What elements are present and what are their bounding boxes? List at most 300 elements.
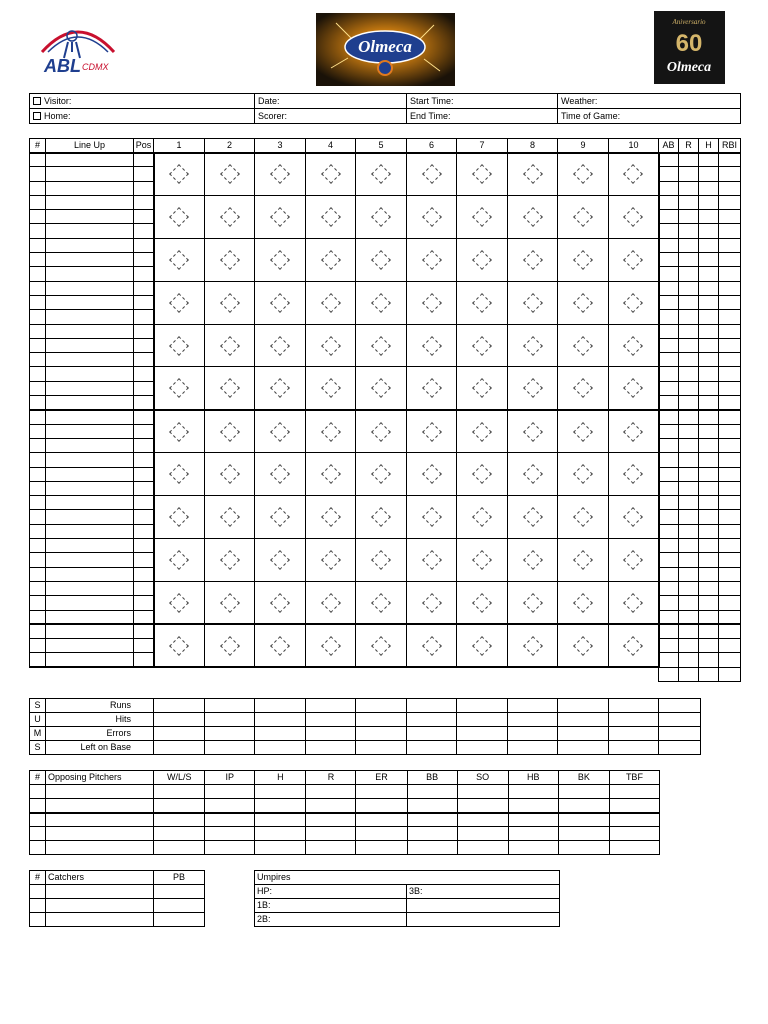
batter-name-cell[interactable] (46, 396, 134, 410)
at-bat-cell[interactable] (356, 195, 407, 238)
pitcher-name-cell[interactable] (46, 841, 154, 855)
pitcher-num-cell[interactable] (30, 841, 46, 855)
stat-cell[interactable] (659, 310, 679, 324)
stat-cell[interactable] (679, 281, 699, 295)
stat-cell[interactable] (659, 581, 679, 595)
stat-cell[interactable] (679, 424, 699, 438)
pitcher-stat-cell[interactable] (154, 827, 205, 841)
stat-cell[interactable] (699, 396, 719, 410)
at-bat-cell[interactable] (609, 496, 659, 539)
batter-pos-cell[interactable] (134, 467, 154, 481)
batter-name-cell[interactable] (46, 510, 134, 524)
at-bat-cell[interactable] (407, 324, 457, 367)
pitcher-stat-cell[interactable] (609, 799, 659, 813)
at-bat-cell[interactable] (356, 453, 407, 496)
stat-cell[interactable] (679, 181, 699, 195)
batter-num-cell[interactable] (30, 624, 46, 638)
stat-cell[interactable] (659, 467, 679, 481)
batter-pos-cell[interactable] (134, 424, 154, 438)
batter-name-cell[interactable] (46, 267, 134, 281)
stat-cell[interactable] (719, 581, 741, 595)
batter-num-cell[interactable] (30, 338, 46, 352)
stat-cell[interactable] (659, 267, 679, 281)
stat-cell[interactable] (719, 324, 741, 338)
batter-name-cell[interactable] (46, 524, 134, 538)
stat-cell[interactable] (719, 639, 741, 653)
stat-cell[interactable] (679, 553, 699, 567)
1b-umpire-field[interactable] (255, 899, 407, 913)
start-time-field[interactable] (407, 94, 558, 109)
end-time-field[interactable] (407, 109, 558, 124)
at-bat-cell[interactable] (255, 453, 306, 496)
stat-cell[interactable] (679, 581, 699, 595)
pitcher-stat-cell[interactable] (457, 785, 508, 799)
summary-inning-cell[interactable] (508, 713, 558, 727)
stat-cell[interactable] (659, 624, 679, 638)
stat-cell[interactable] (699, 624, 719, 638)
summary-inning-cell[interactable] (255, 713, 306, 727)
batter-pos-cell[interactable] (134, 553, 154, 567)
at-bat-cell[interactable] (306, 153, 356, 196)
batter-pos-cell[interactable] (134, 610, 154, 624)
batter-name-cell[interactable] (46, 496, 134, 510)
stat-cell[interactable] (699, 639, 719, 653)
at-bat-cell[interactable] (205, 410, 255, 453)
batter-num-cell[interactable] (30, 324, 46, 338)
at-bat-cell[interactable] (205, 281, 255, 324)
pitcher-num-cell[interactable] (30, 813, 46, 827)
at-bat-cell[interactable] (407, 624, 457, 667)
at-bat-cell[interactable] (154, 367, 205, 410)
batter-num-cell[interactable] (30, 396, 46, 410)
summary-inning-cell[interactable] (407, 713, 457, 727)
at-bat-cell[interactable] (255, 624, 306, 667)
at-bat-cell[interactable] (205, 624, 255, 667)
stat-cell[interactable] (719, 195, 741, 209)
pitcher-stat-cell[interactable] (306, 841, 356, 855)
stat-cell[interactable] (719, 281, 741, 295)
at-bat-cell[interactable] (609, 153, 659, 196)
stat-cell[interactable] (659, 353, 679, 367)
stat-cell[interactable] (679, 596, 699, 610)
pitcher-stat-cell[interactable] (407, 799, 457, 813)
stat-cell[interactable] (679, 624, 699, 638)
stat-cell[interactable] (679, 253, 699, 267)
stat-cell[interactable] (719, 267, 741, 281)
batter-pos-cell[interactable] (134, 181, 154, 195)
summary-inning-cell[interactable] (205, 699, 255, 713)
pitcher-stat-cell[interactable] (508, 841, 558, 855)
batter-num-cell[interactable] (30, 581, 46, 595)
batter-name-cell[interactable] (46, 281, 134, 295)
pitcher-stat-cell[interactable] (609, 813, 659, 827)
at-bat-cell[interactable] (558, 281, 609, 324)
batter-pos-cell[interactable] (134, 353, 154, 367)
at-bat-cell[interactable] (508, 367, 558, 410)
batter-num-cell[interactable] (30, 596, 46, 610)
stat-cell[interactable] (699, 453, 719, 467)
at-bat-cell[interactable] (558, 324, 609, 367)
pitcher-stat-cell[interactable] (508, 799, 558, 813)
empty-umpire-cell[interactable] (407, 913, 560, 927)
stat-cell[interactable] (719, 610, 741, 624)
stat-cell[interactable] (679, 453, 699, 467)
summary-inning-cell[interactable] (356, 741, 407, 755)
batter-pos-cell[interactable] (134, 267, 154, 281)
stat-cell[interactable] (659, 596, 679, 610)
stat-cell[interactable] (679, 396, 699, 410)
pitcher-stat-cell[interactable] (407, 785, 457, 799)
at-bat-cell[interactable] (508, 496, 558, 539)
stat-cell[interactable] (699, 581, 719, 595)
stat-cell[interactable] (719, 567, 741, 581)
at-bat-cell[interactable] (457, 496, 508, 539)
pitcher-stat-cell[interactable] (457, 841, 508, 855)
batter-pos-cell[interactable] (134, 310, 154, 324)
batter-pos-cell[interactable] (134, 653, 154, 667)
batter-num-cell[interactable] (30, 481, 46, 495)
summary-total-cell[interactable] (659, 727, 701, 741)
pitcher-stat-cell[interactable] (508, 827, 558, 841)
at-bat-cell[interactable] (255, 581, 306, 624)
at-bat-cell[interactable] (558, 195, 609, 238)
pitcher-stat-cell[interactable] (255, 799, 306, 813)
stat-cell[interactable] (679, 267, 699, 281)
catcher-pb-cell[interactable] (154, 885, 205, 899)
stat-cell[interactable] (659, 410, 679, 424)
summary-inning-cell[interactable] (609, 713, 659, 727)
at-bat-cell[interactable] (205, 367, 255, 410)
summary-total-cell[interactable] (659, 741, 701, 755)
pitcher-stat-cell[interactable] (255, 813, 306, 827)
stat-cell[interactable] (699, 367, 719, 381)
pitcher-stat-cell[interactable] (306, 827, 356, 841)
stat-cell[interactable] (699, 353, 719, 367)
stat-cell[interactable] (659, 510, 679, 524)
batter-num-cell[interactable] (30, 310, 46, 324)
stat-cell[interactable] (719, 424, 741, 438)
summary-inning-cell[interactable] (154, 741, 205, 755)
pitcher-stat-cell[interactable] (356, 813, 407, 827)
batter-name-cell[interactable] (46, 310, 134, 324)
batter-num-cell[interactable] (30, 567, 46, 581)
batter-name-cell[interactable] (46, 567, 134, 581)
batter-pos-cell[interactable] (134, 624, 154, 638)
stat-cell[interactable] (719, 481, 741, 495)
at-bat-cell[interactable] (558, 367, 609, 410)
batter-num-cell[interactable] (30, 181, 46, 195)
pitcher-stat-cell[interactable] (205, 827, 255, 841)
pitcher-stat-cell[interactable] (609, 785, 659, 799)
stat-cell[interactable] (699, 596, 719, 610)
pitcher-stat-cell[interactable] (205, 785, 255, 799)
at-bat-cell[interactable] (609, 324, 659, 367)
pitcher-stat-cell[interactable] (457, 827, 508, 841)
batter-name-cell[interactable] (46, 210, 134, 224)
scorer-field[interactable] (255, 109, 407, 124)
batter-name-cell[interactable] (46, 181, 134, 195)
at-bat-cell[interactable] (255, 281, 306, 324)
summary-inning-cell[interactable] (306, 713, 356, 727)
batter-num-cell[interactable] (30, 195, 46, 209)
batter-pos-cell[interactable] (134, 567, 154, 581)
batter-pos-cell[interactable] (134, 195, 154, 209)
pitcher-stat-cell[interactable] (558, 813, 609, 827)
at-bat-cell[interactable] (154, 410, 205, 453)
summary-inning-cell[interactable] (558, 699, 609, 713)
batter-name-cell[interactable] (46, 153, 134, 167)
stat-cell[interactable] (699, 496, 719, 510)
stat-cell[interactable] (719, 238, 741, 252)
stat-cell[interactable] (679, 338, 699, 352)
at-bat-cell[interactable] (255, 410, 306, 453)
stat-cell[interactable] (719, 510, 741, 524)
stat-cell[interactable] (699, 324, 719, 338)
stat-cell[interactable] (679, 381, 699, 395)
stat-cell[interactable] (699, 653, 719, 667)
stat-cell[interactable] (719, 381, 741, 395)
at-bat-cell[interactable] (154, 453, 205, 496)
catcher-num-cell[interactable] (30, 885, 46, 899)
batter-name-cell[interactable] (46, 353, 134, 367)
at-bat-cell[interactable] (306, 581, 356, 624)
at-bat-cell[interactable] (356, 153, 407, 196)
pitcher-stat-cell[interactable] (154, 785, 205, 799)
batter-num-cell[interactable] (30, 267, 46, 281)
stat-cell[interactable] (679, 496, 699, 510)
at-bat-cell[interactable] (205, 496, 255, 539)
at-bat-cell[interactable] (154, 195, 205, 238)
batter-num-cell[interactable] (30, 253, 46, 267)
pitcher-stat-cell[interactable] (306, 785, 356, 799)
at-bat-cell[interactable] (457, 324, 508, 367)
batter-pos-cell[interactable] (134, 596, 154, 610)
visitor-field[interactable] (30, 94, 255, 109)
stat-cell[interactable] (659, 396, 679, 410)
date-field[interactable] (255, 94, 407, 109)
batter-num-cell[interactable] (30, 610, 46, 624)
batter-num-cell[interactable] (30, 367, 46, 381)
batter-pos-cell[interactable] (134, 153, 154, 167)
pitcher-name-cell[interactable] (46, 813, 154, 827)
at-bat-cell[interactable] (154, 153, 205, 196)
at-bat-cell[interactable] (154, 238, 205, 281)
summary-inning-cell[interactable] (356, 713, 407, 727)
batter-name-cell[interactable] (46, 467, 134, 481)
batter-num-cell[interactable] (30, 381, 46, 395)
stat-cell[interactable] (679, 481, 699, 495)
at-bat-cell[interactable] (558, 539, 609, 582)
stat-cell[interactable] (659, 381, 679, 395)
at-bat-cell[interactable] (609, 281, 659, 324)
pitcher-stat-cell[interactable] (306, 813, 356, 827)
batter-name-cell[interactable] (46, 453, 134, 467)
stat-cell[interactable] (659, 195, 679, 209)
stat-cell[interactable] (719, 653, 741, 667)
summary-inning-cell[interactable] (609, 741, 659, 755)
stat-cell[interactable] (699, 467, 719, 481)
batter-pos-cell[interactable] (134, 481, 154, 495)
batter-pos-cell[interactable] (134, 581, 154, 595)
batter-num-cell[interactable] (30, 453, 46, 467)
batter-num-cell[interactable] (30, 281, 46, 295)
pitcher-stat-cell[interactable] (407, 827, 457, 841)
stat-cell[interactable] (719, 467, 741, 481)
catcher-name-cell[interactable] (46, 885, 154, 899)
at-bat-cell[interactable] (508, 410, 558, 453)
stat-cell[interactable] (699, 195, 719, 209)
stat-cell[interactable] (679, 510, 699, 524)
home-field[interactable] (30, 109, 255, 124)
at-bat-cell[interactable] (508, 624, 558, 667)
pitcher-stat-cell[interactable] (356, 785, 407, 799)
at-bat-cell[interactable] (508, 195, 558, 238)
pitcher-stat-cell[interactable] (558, 799, 609, 813)
stat-cell[interactable] (679, 224, 699, 238)
stat-cell[interactable] (719, 410, 741, 424)
at-bat-cell[interactable] (407, 281, 457, 324)
pitcher-stat-cell[interactable] (457, 799, 508, 813)
at-bat-cell[interactable] (457, 453, 508, 496)
batter-num-cell[interactable] (30, 653, 46, 667)
pitcher-stat-cell[interactable] (154, 813, 205, 827)
stat-cell[interactable] (679, 467, 699, 481)
pitcher-stat-cell[interactable] (558, 841, 609, 855)
at-bat-cell[interactable] (205, 324, 255, 367)
batter-name-cell[interactable] (46, 610, 134, 624)
summary-inning-cell[interactable] (609, 699, 659, 713)
batter-name-cell[interactable] (46, 238, 134, 252)
catcher-name-cell[interactable] (46, 899, 154, 913)
at-bat-cell[interactable] (407, 410, 457, 453)
stat-cell[interactable] (679, 539, 699, 553)
summary-total-cell[interactable] (659, 699, 701, 713)
stat-cell[interactable] (659, 553, 679, 567)
stat-cell[interactable] (719, 295, 741, 309)
batter-num-cell[interactable] (30, 295, 46, 309)
stat-cell[interactable] (679, 567, 699, 581)
batter-pos-cell[interactable] (134, 324, 154, 338)
batter-pos-cell[interactable] (134, 167, 154, 181)
pitcher-stat-cell[interactable] (205, 813, 255, 827)
stat-cell[interactable] (699, 153, 719, 167)
stat-cell[interactable] (659, 438, 679, 452)
at-bat-cell[interactable] (306, 195, 356, 238)
summary-inning-cell[interactable] (154, 699, 205, 713)
batter-pos-cell[interactable] (134, 367, 154, 381)
batter-name-cell[interactable] (46, 224, 134, 238)
stat-cell[interactable] (719, 153, 741, 167)
at-bat-cell[interactable] (356, 539, 407, 582)
pitcher-stat-cell[interactable] (558, 785, 609, 799)
visitor-checkbox[interactable] (33, 97, 41, 105)
catcher-name-cell[interactable] (46, 913, 154, 927)
batter-num-cell[interactable] (30, 353, 46, 367)
pitcher-stat-cell[interactable] (457, 813, 508, 827)
stat-cell[interactable] (659, 367, 679, 381)
pitcher-name-cell[interactable] (46, 827, 154, 841)
batter-num-cell[interactable] (30, 210, 46, 224)
at-bat-cell[interactable] (255, 539, 306, 582)
at-bat-cell[interactable] (508, 539, 558, 582)
batter-num-cell[interactable] (30, 167, 46, 181)
at-bat-cell[interactable] (154, 581, 205, 624)
batter-pos-cell[interactable] (134, 639, 154, 653)
pitcher-stat-cell[interactable] (205, 799, 255, 813)
at-bat-cell[interactable] (609, 195, 659, 238)
pitcher-name-cell[interactable] (46, 799, 154, 813)
stat-cell[interactable] (659, 453, 679, 467)
at-bat-cell[interactable] (609, 581, 659, 624)
summary-inning-cell[interactable] (255, 727, 306, 741)
summary-inning-cell[interactable] (457, 727, 508, 741)
batter-num-cell[interactable] (30, 553, 46, 567)
at-bat-cell[interactable] (457, 539, 508, 582)
at-bat-cell[interactable] (154, 539, 205, 582)
stat-cell[interactable] (719, 438, 741, 452)
stat-cell[interactable] (679, 295, 699, 309)
at-bat-cell[interactable] (255, 367, 306, 410)
3b-umpire-field[interactable] (407, 885, 560, 899)
summary-inning-cell[interactable] (306, 727, 356, 741)
batter-num-cell[interactable] (30, 410, 46, 424)
hp-umpire-field[interactable] (255, 885, 407, 899)
batter-pos-cell[interactable] (134, 524, 154, 538)
2b-umpire-field[interactable] (255, 913, 407, 927)
batter-name-cell[interactable] (46, 653, 134, 667)
at-bat-cell[interactable] (306, 410, 356, 453)
stat-cell[interactable] (699, 253, 719, 267)
stat-cell[interactable] (699, 210, 719, 224)
at-bat-cell[interactable] (306, 324, 356, 367)
pitcher-num-cell[interactable] (30, 799, 46, 813)
at-bat-cell[interactable] (356, 581, 407, 624)
batter-pos-cell[interactable] (134, 338, 154, 352)
at-bat-cell[interactable] (407, 539, 457, 582)
at-bat-cell[interactable] (558, 453, 609, 496)
at-bat-cell[interactable] (508, 281, 558, 324)
summary-inning-cell[interactable] (356, 699, 407, 713)
stat-cell[interactable] (699, 553, 719, 567)
stat-cell[interactable] (699, 610, 719, 624)
at-bat-cell[interactable] (255, 496, 306, 539)
stat-cell[interactable] (719, 310, 741, 324)
batter-num-cell[interactable] (30, 524, 46, 538)
batter-name-cell[interactable] (46, 639, 134, 653)
summary-inning-cell[interactable] (306, 741, 356, 755)
at-bat-cell[interactable] (609, 367, 659, 410)
at-bat-cell[interactable] (255, 153, 306, 196)
batter-num-cell[interactable] (30, 224, 46, 238)
at-bat-cell[interactable] (457, 624, 508, 667)
batter-pos-cell[interactable] (134, 295, 154, 309)
stat-cell[interactable] (659, 424, 679, 438)
stat-cell[interactable] (659, 210, 679, 224)
summary-inning-cell[interactable] (356, 727, 407, 741)
stat-cell[interactable] (679, 653, 699, 667)
at-bat-cell[interactable] (205, 238, 255, 281)
summary-inning-cell[interactable] (205, 741, 255, 755)
at-bat-cell[interactable] (154, 324, 205, 367)
at-bat-cell[interactable] (457, 410, 508, 453)
stat-total-cell[interactable] (699, 667, 719, 681)
stat-cell[interactable] (719, 224, 741, 238)
pitcher-stat-cell[interactable] (508, 785, 558, 799)
stat-cell[interactable] (659, 610, 679, 624)
at-bat-cell[interactable] (154, 496, 205, 539)
at-bat-cell[interactable] (457, 367, 508, 410)
stat-cell[interactable] (659, 281, 679, 295)
